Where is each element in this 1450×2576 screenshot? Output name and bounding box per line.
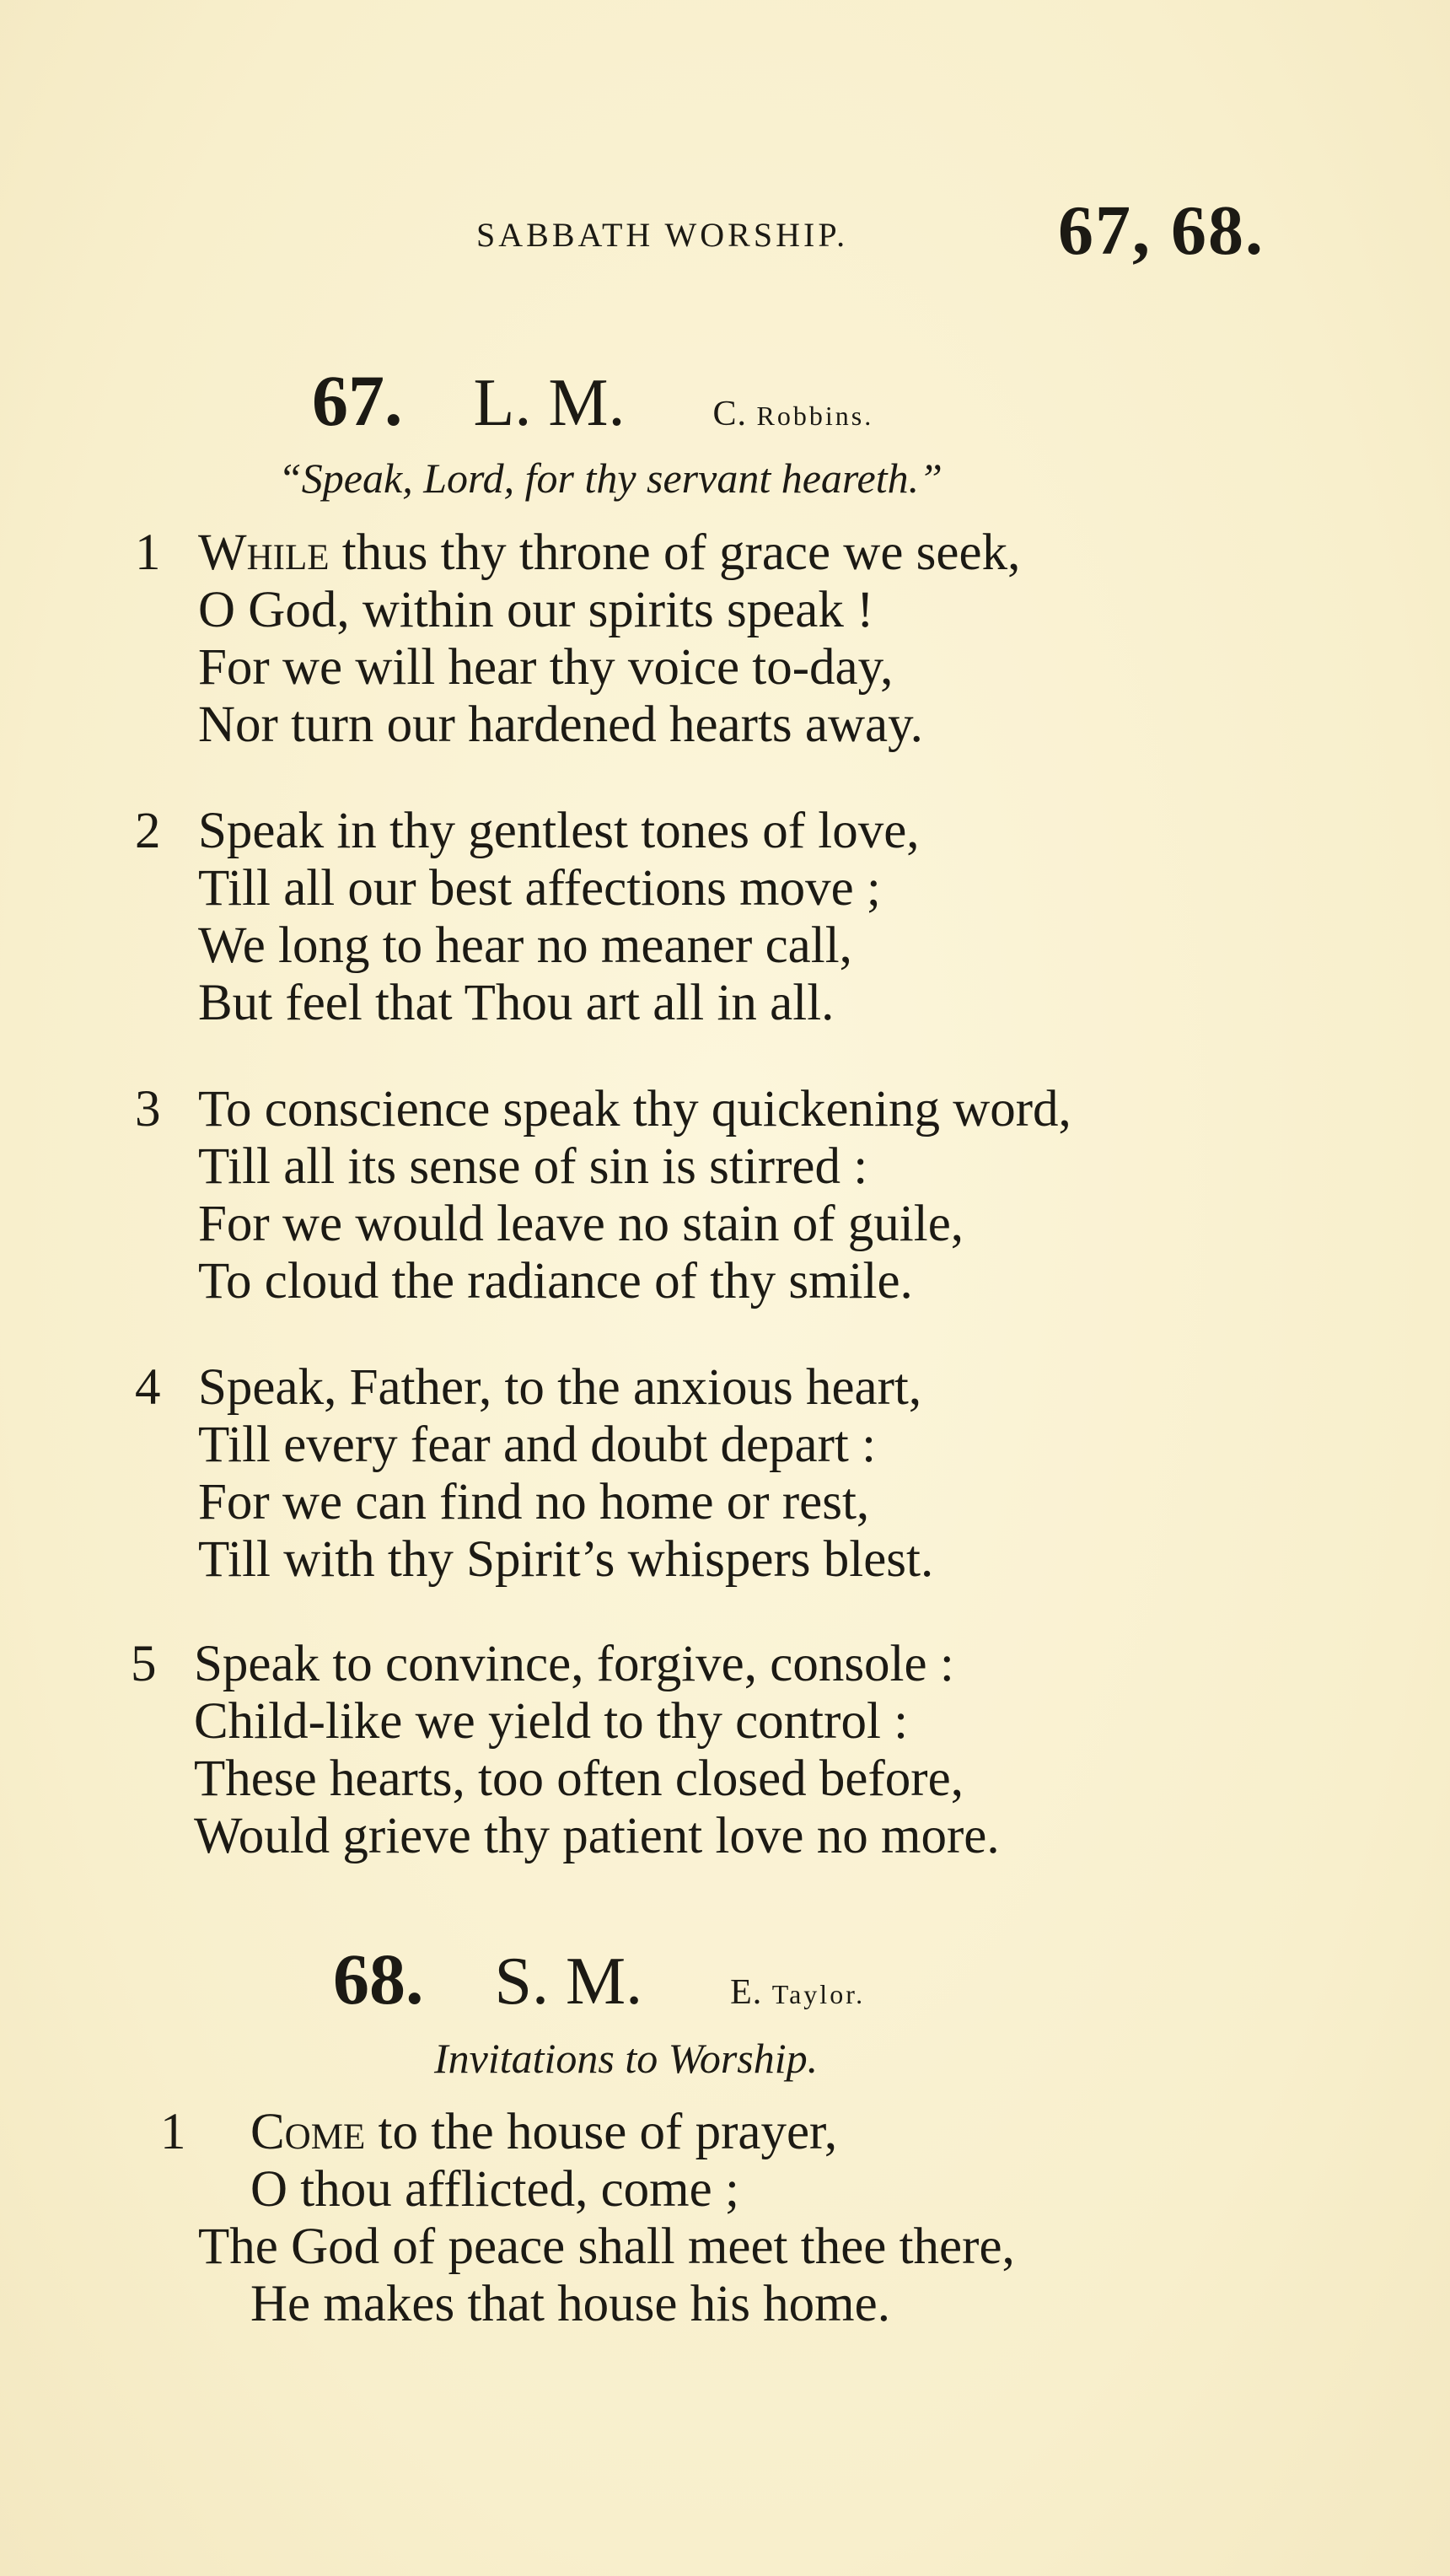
stanza-line: The God of peace shall meet thee there,	[198, 2218, 1015, 2275]
stanza-number: 1	[160, 2104, 186, 2160]
stanza-line: Child-like we yield to thy control :	[194, 1693, 909, 1750]
stanza-line: Till with thy Spirit’s whispers blest.	[198, 1531, 934, 1588]
hymn-author	[713, 395, 874, 433]
hymn-meter: L. M.	[473, 366, 626, 440]
author-name: Robbins.	[756, 401, 874, 431]
stanza-line: Till all our best affections move ;	[198, 860, 881, 917]
stanza-number: 5	[131, 1636, 157, 1692]
stanza-line	[198, 2104, 1015, 2161]
stanza-line: To conscience speak thy quickening word,	[198, 1081, 1071, 1137]
stanza-line: But feel that Thou art all in all.	[198, 975, 835, 1031]
stanza-number: 3	[135, 1081, 161, 1137]
hymn-67-stanza-1	[135, 524, 1020, 754]
stanza-line	[198, 524, 1020, 582]
hymn-67-stanza-2	[135, 803, 920, 1032]
hymn-67-subtitle: “Speak, Lord, for thy servant heareth.”	[278, 454, 943, 502]
hymn-67-stanza-5	[131, 1636, 1000, 1865]
stanza-line: Speak, Father, to the anxious heart,	[198, 1359, 922, 1416]
stanza-number: 2	[135, 803, 161, 859]
stanza-line: For we will hear thy voice to-day,	[198, 639, 894, 696]
stanza-line: These hearts, too often closed before,	[194, 1750, 964, 1807]
hymn-67-stanza-3	[135, 1081, 1071, 1310]
stanza-line: O thou afflicted, come ;	[250, 2161, 739, 2218]
stanza-number: 4	[135, 1359, 161, 1416]
hymn-number: 68.	[333, 1939, 424, 2019]
author-name: Taylor.	[771, 1979, 866, 2009]
stanza-line: Speak in thy gentlest tones of love,	[198, 803, 920, 859]
stanza-line: Speak to convince, forgive, console :	[194, 1636, 954, 1692]
stanza-first-line: to the house of prayer,	[365, 2104, 838, 2160]
stanza-first-word: Come	[250, 2104, 366, 2160]
hymn-68-header	[333, 1937, 865, 2021]
stanza-line: Till all its sense of sin is stirred :	[198, 1138, 868, 1195]
hymn-67-stanza-4	[135, 1359, 933, 1589]
running-head: SABBATH WORSHIP.	[476, 216, 849, 254]
hymn-68-stanza-1	[160, 2104, 1015, 2333]
stanza-line: O God, within our spirits speak !	[198, 582, 874, 638]
hymn-number: 67.	[312, 360, 403, 441]
stanza-line: He makes that house his home.	[250, 2276, 890, 2332]
hymn-meter: S. M.	[494, 1944, 643, 2019]
stanza-number: 1	[135, 524, 161, 581]
stanza-line: Nor turn our hardened hearts away.	[198, 696, 923, 753]
hymn-author	[730, 1973, 865, 2012]
stanza-line: To cloud the radiance of thy smile.	[198, 1253, 913, 1310]
author-initial: C.	[712, 395, 748, 433]
hymn-67-header	[312, 358, 873, 443]
stanza-line: For we can find no home or rest,	[198, 1474, 870, 1530]
hymn-68-subtitle: Invitations to Worship.	[434, 2035, 819, 2082]
stanza-line: We long to hear no meaner call,	[198, 917, 852, 974]
page-number: 67, 68.	[1058, 191, 1265, 270]
stanza-line: Till every fear and doubt depart :	[198, 1417, 877, 1473]
stanza-first-word: While	[198, 524, 330, 581]
stanza-line: Would grieve thy patient love no more.	[194, 1808, 1000, 1864]
author-initial: E.	[730, 1973, 763, 2012]
stanza-line: For we would leave no stain of guile,	[198, 1196, 964, 1252]
stanza-first-line: thus thy throne of grace we seek,	[329, 524, 1021, 581]
